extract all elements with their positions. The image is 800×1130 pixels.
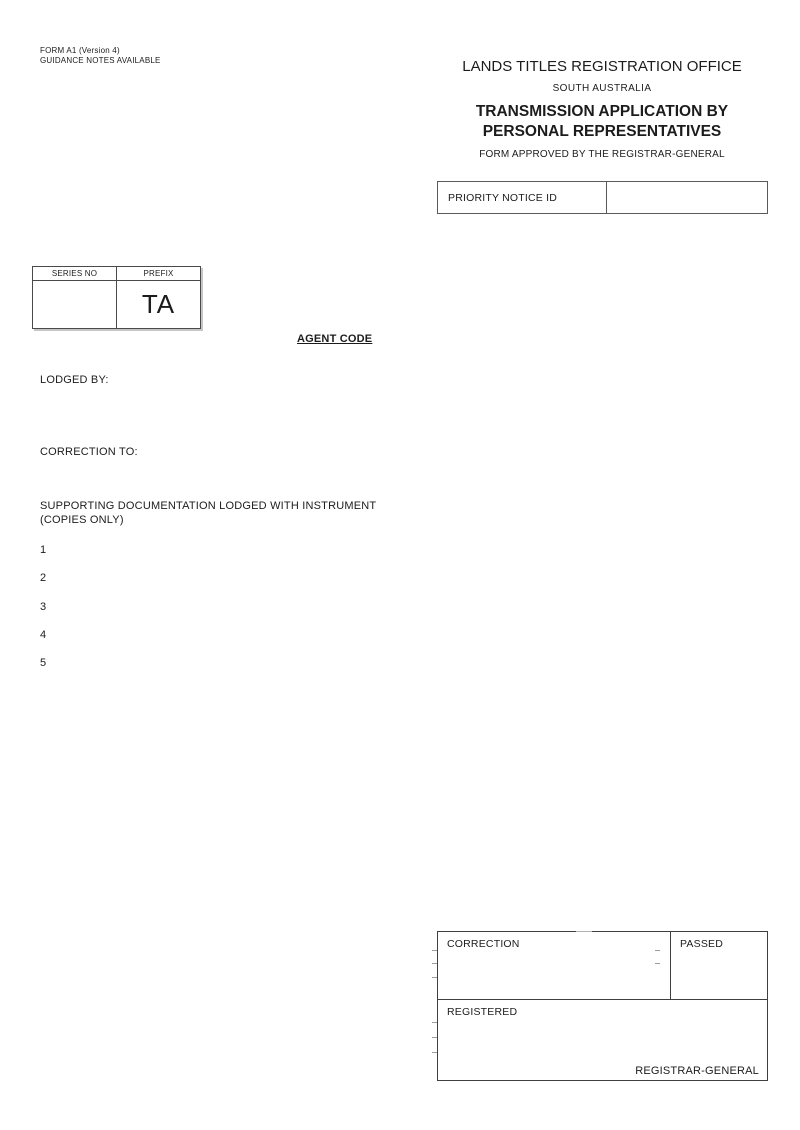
doc-line-2[interactable]: 2 bbox=[40, 572, 47, 584]
scan-tick bbox=[432, 950, 437, 951]
correction-cell[interactable] bbox=[438, 932, 671, 999]
doc-line-1[interactable]: 1 bbox=[40, 544, 47, 556]
scan-tick bbox=[432, 963, 437, 964]
series-no-cell[interactable] bbox=[33, 281, 117, 328]
prefix-cell: TA bbox=[141, 289, 176, 319]
scan-tick bbox=[432, 1022, 437, 1023]
scan-tick bbox=[655, 963, 660, 964]
form-title: TRANSMISSION APPLICATION BY PERSONAL REPRESENTATIVES bbox=[475, 103, 729, 140]
correction-label: CORRECTION bbox=[447, 938, 520, 950]
series-prefix-body-row bbox=[33, 281, 200, 328]
priority-notice-box bbox=[437, 181, 768, 214]
scan-tick bbox=[655, 950, 660, 951]
agent-code-label: AGENT CODE bbox=[297, 333, 373, 345]
office-name: LANDS TITLES REGISTRATION OFFICE bbox=[462, 58, 742, 75]
form-code: FORM A1 (Version 4) bbox=[40, 46, 120, 55]
correction-to-label: CORRECTION TO: bbox=[40, 446, 138, 458]
passed-cell[interactable] bbox=[671, 932, 767, 999]
priority-notice-label: PRIORITY NOTICE ID bbox=[438, 182, 607, 213]
priority-notice-value-cell[interactable] bbox=[607, 182, 767, 213]
scan-tick bbox=[432, 1037, 437, 1038]
series-prefix-table bbox=[32, 266, 201, 329]
supporting-docs-label: SUPPORTING DOCUMENTATION LODGED WITH INSTRUMENT (COPIES ONLY) bbox=[40, 500, 377, 526]
scan-tick bbox=[576, 931, 592, 932]
doc-line-3[interactable]: 3 bbox=[40, 601, 47, 613]
passed-label: PASSED bbox=[680, 938, 724, 950]
approval-note: FORM APPROVED BY THE REGISTRAR-GENERAL bbox=[479, 149, 725, 160]
registrar-general-label: REGISTRAR-GENERAL bbox=[635, 1065, 759, 1077]
doc-line-5[interactable]: 5 bbox=[40, 657, 47, 669]
lodged-by-label: LODGED BY: bbox=[40, 374, 109, 386]
series-prefix-header-row bbox=[33, 267, 200, 281]
registered-label: REGISTERED bbox=[447, 1006, 518, 1018]
series-no-header: SERIES NO bbox=[33, 267, 117, 280]
registered-cell[interactable] bbox=[438, 1000, 767, 1080]
prefix-header: PREFIX bbox=[143, 269, 174, 278]
guidance-note: GUIDANCE NOTES AVAILABLE bbox=[40, 56, 161, 65]
doc-line-4[interactable]: 4 bbox=[40, 629, 47, 641]
office-use-box bbox=[437, 931, 768, 1081]
scan-tick bbox=[432, 977, 437, 978]
office-use-top-row bbox=[438, 932, 767, 1000]
state-name: SOUTH AUSTRALIA bbox=[552, 83, 652, 94]
scan-tick bbox=[432, 1052, 437, 1053]
form-identifier bbox=[40, 46, 161, 66]
